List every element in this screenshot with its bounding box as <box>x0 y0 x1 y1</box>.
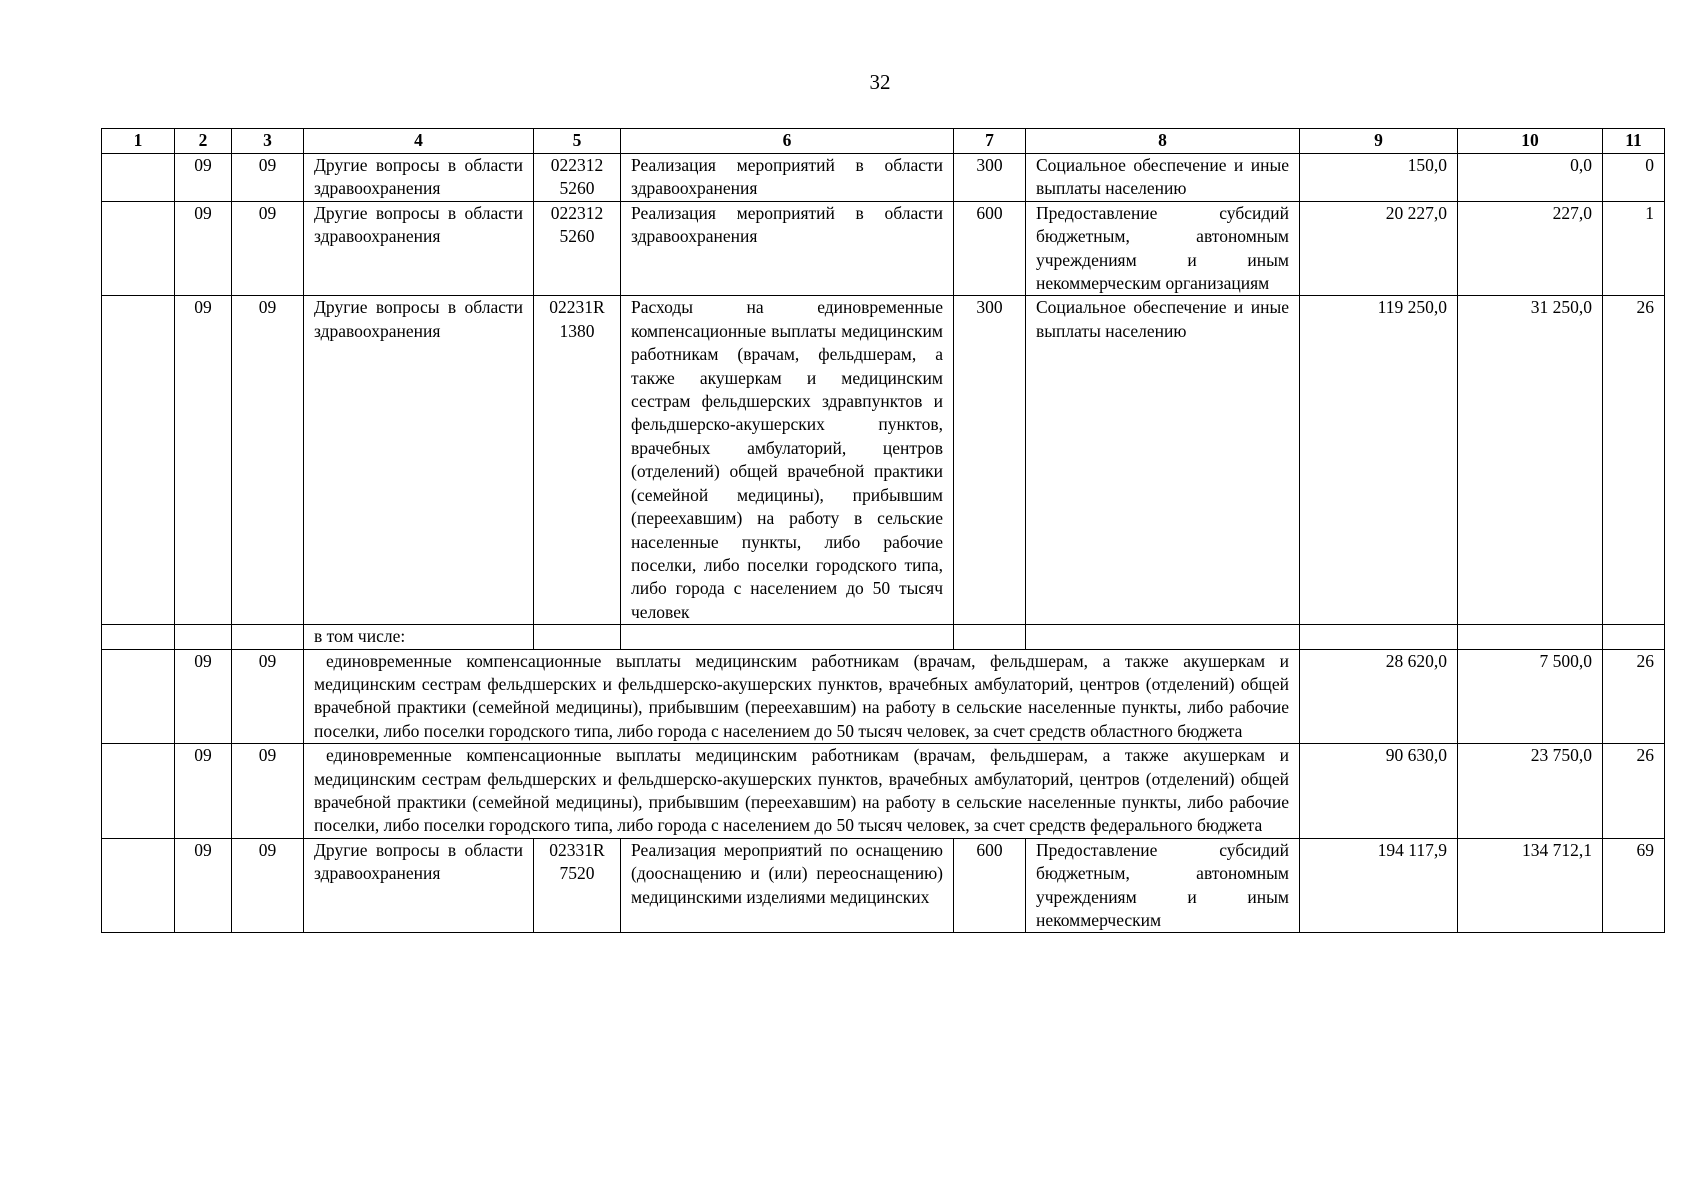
column-header: 4 <box>304 129 534 154</box>
cell-amount-total: 150,0 <box>1300 154 1458 202</box>
cell-target-code: 02331R 7520 <box>534 838 621 933</box>
cell-target-name: Реализация мероприятий по оснащению (дооснащению и (или) переоснащению) медицинскими изделиями медицинских <box>621 838 954 933</box>
cell-subsection: 09 <box>232 296 304 625</box>
cell-target-name: Расходы на единовременные компенсационные выплаты медицинским работникам (врачам, фельдшерам, а также акушеркам и медицинским сестрам фельдшерских здравпунктов и фельдшерско-акушерских пунктов, врачебных амбулаторий, центров (отделений) общей врачебной практики (семейной медицины), прибывшим (переехавшим) на работу в сельские населенные пункты, либо рабочие поселки, либо поселки городского типа, либо города с населением до 50 тысяч человек <box>621 296 954 625</box>
column-header: 2 <box>175 129 232 154</box>
cell-subsection: 09 <box>232 838 304 933</box>
table-row <box>102 838 1665 933</box>
cell-section-name: Другие вопросы в области здравоохранения <box>304 838 534 933</box>
cell-merged-description: единовременные компенсационные выплаты медицинским работникам (врачам, фельдшерам, а также акушеркам и медицинским сестрам фельдшерских и фельдшерско-акушерских пунктов, врачебных амбулаторий, центров (отделений) общей врачебной практики (семейной медицины), прибывшим (переехавшим) на работу в сельские населенные пункты, либо рабочие поселки, либо поселки городского типа, либо города с населением до 50 тысяч человек, за счет средств областного бюджета <box>304 649 1300 744</box>
column-header: 1 <box>102 129 175 154</box>
cell-amount-change: 23 750,0 <box>1458 744 1603 839</box>
cell-section-name: Другие вопросы в области здравоохранения <box>304 296 534 625</box>
cell-expense-type-name: Предоставление субсидий бюджетным, автономным учреждениям и иным некоммерческим организациям <box>1026 201 1300 296</box>
cell-empty <box>102 625 175 649</box>
cell-section: 09 <box>175 838 232 933</box>
cell-section-name: Другие вопросы в области здравоохранения <box>304 201 534 296</box>
cell-target-code: 022312 5260 <box>534 154 621 202</box>
cell-amount-total: 119 250,0 <box>1300 296 1458 625</box>
column-header: 7 <box>954 129 1026 154</box>
cell-empty <box>102 649 175 744</box>
column-header: 6 <box>621 129 954 154</box>
cell-empty <box>1026 625 1300 649</box>
cell-section: 09 <box>175 154 232 202</box>
cell-amount-extra: 26 <box>1603 296 1665 625</box>
header-row <box>102 129 1665 154</box>
cell-expense-type-name: Социальное обеспечение и иные выплаты населению <box>1026 154 1300 202</box>
including-label: в том числе: <box>304 625 534 649</box>
column-header: 3 <box>232 129 304 154</box>
cell-amount-change: 134 712,1 <box>1458 838 1603 933</box>
cell-section-name: Другие вопросы в области здравоохранения <box>304 154 534 202</box>
cell-expense-type: 600 <box>954 201 1026 296</box>
cell-subsection: 09 <box>232 201 304 296</box>
cell-empty <box>534 625 621 649</box>
cell-amount-change: 31 250,0 <box>1458 296 1603 625</box>
column-header: 5 <box>534 129 621 154</box>
column-header: 9 <box>1300 129 1458 154</box>
cell-amount-change: 227,0 <box>1458 201 1603 296</box>
cell-expense-type: 600 <box>954 838 1026 933</box>
including-row <box>102 625 1665 649</box>
table-row <box>102 649 1665 744</box>
cell-empty <box>102 154 175 202</box>
budget-table <box>101 128 1665 933</box>
cell-empty <box>175 625 232 649</box>
cell-expense-type: 300 <box>954 154 1026 202</box>
cell-empty <box>954 625 1026 649</box>
cell-expense-type: 300 <box>954 296 1026 625</box>
cell-empty <box>1300 625 1458 649</box>
cell-amount-total: 20 227,0 <box>1300 201 1458 296</box>
cell-empty <box>232 625 304 649</box>
table-row <box>102 296 1665 625</box>
cell-amount-total: 28 620,0 <box>1300 649 1458 744</box>
cell-target-code: 02231R 1380 <box>534 296 621 625</box>
cell-amount-extra: 69 <box>1603 838 1665 933</box>
column-header: 11 <box>1603 129 1665 154</box>
cell-amount-extra: 26 <box>1603 744 1665 839</box>
cell-empty <box>1458 625 1603 649</box>
cell-amount-change: 7 500,0 <box>1458 649 1603 744</box>
cell-expense-type-name: Социальное обеспечение и иные выплаты населению <box>1026 296 1300 625</box>
cell-target-name: Реализация мероприятий в области здравоохранения <box>621 154 954 202</box>
page-number: 32 <box>869 70 891 94</box>
cell-empty <box>102 201 175 296</box>
cell-empty <box>621 625 954 649</box>
cell-section: 09 <box>175 649 232 744</box>
cell-empty <box>102 296 175 625</box>
cell-subsection: 09 <box>232 744 304 839</box>
cell-section: 09 <box>175 201 232 296</box>
cell-section: 09 <box>175 296 232 625</box>
cell-amount-extra: 26 <box>1603 649 1665 744</box>
cell-merged-description: единовременные компенсационные выплаты медицинским работникам (врачам, фельдшерам, а также акушеркам и медицинским сестрам фельдшерских и фельдшерско-акушерских пунктов, врачебных амбулаторий, центров (отделений) общей врачебной практики (семейной медицины), прибывшим (переехавшим) на работу в сельские населенные пункты, либо рабочие поселки, либо поселки городского типа, либо города с населением до 50 тысяч человек, за счет средств федерального бюджета <box>304 744 1300 839</box>
table-row <box>102 154 1665 202</box>
column-header: 8 <box>1026 129 1300 154</box>
cell-subsection: 09 <box>232 154 304 202</box>
cell-subsection: 09 <box>232 649 304 744</box>
cell-amount-extra: 0 <box>1603 154 1665 202</box>
column-header: 10 <box>1458 129 1603 154</box>
cell-target-code: 022312 5260 <box>534 201 621 296</box>
cell-section: 09 <box>175 744 232 839</box>
table-row <box>102 201 1665 296</box>
cell-expense-type-name: Предоставление субсидий бюджетным, автономным учреждениям и иным некоммерческим <box>1026 838 1300 933</box>
cell-amount-change: 0,0 <box>1458 154 1603 202</box>
table-row <box>102 744 1665 839</box>
cell-amount-total: 90 630,0 <box>1300 744 1458 839</box>
cell-empty <box>102 744 175 839</box>
cell-empty <box>1603 625 1665 649</box>
cell-amount-total: 194 117,9 <box>1300 838 1458 933</box>
cell-target-name: Реализация мероприятий в области здравоохранения <box>621 201 954 296</box>
cell-amount-extra: 1 <box>1603 201 1665 296</box>
cell-empty <box>102 838 175 933</box>
